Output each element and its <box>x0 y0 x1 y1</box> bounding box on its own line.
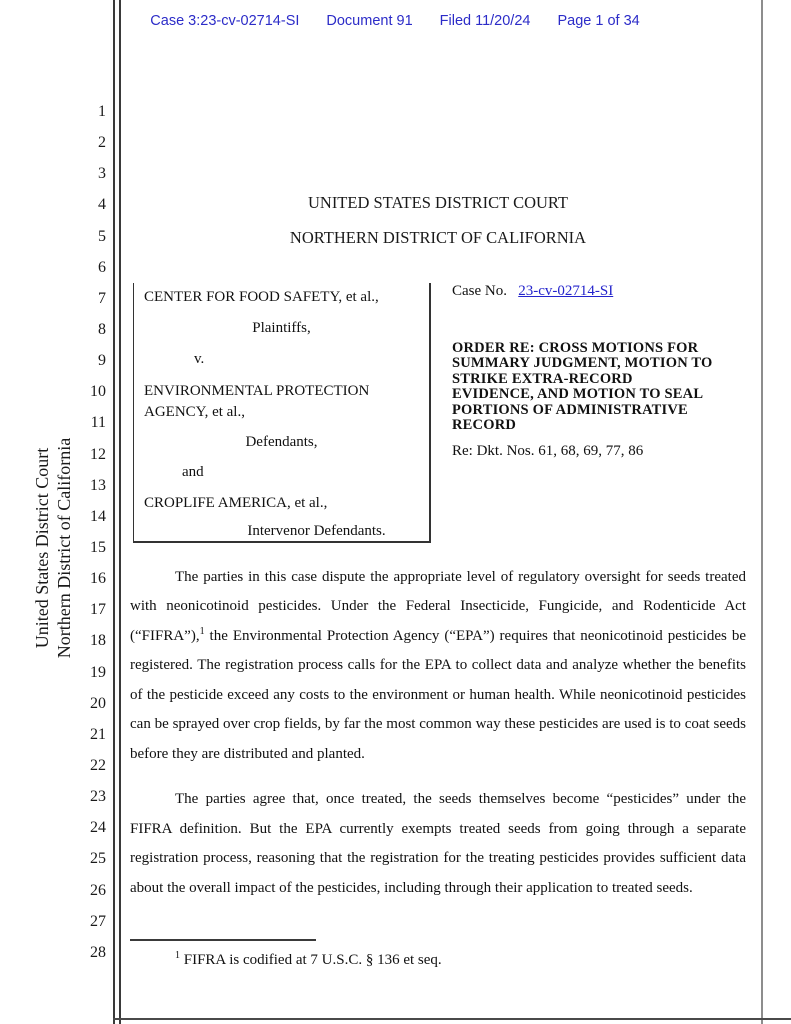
line-number: 25 <box>90 850 106 868</box>
footnote-reference: 1 <box>199 625 205 637</box>
body-p1-text: The parties in this case dispute the appropriate level of regulatory oversight for seeds treated with neonicotinoid pesticides. Under the Federal Insecticide, Fungicide, and Rodenticide Act (“FIFRA”), <box>130 569 746 644</box>
line-number: 1 <box>98 103 106 120</box>
line-number: 20 <box>90 694 106 712</box>
body-paragraph-1 <box>130 563 746 769</box>
pleading-double-rule <box>113 0 121 1024</box>
order-title-line: ORDER RE: CROSS MOTIONS FOR <box>452 340 699 356</box>
case-caption-box <box>133 283 431 543</box>
order-title-line: PORTIONS OF ADMINISTRATIVE <box>452 401 688 418</box>
line-number: 2 <box>98 134 106 152</box>
sidebar-court-name <box>31 438 75 658</box>
line-number-column <box>80 103 106 975</box>
intervenor-role: Intervenor Defendants. <box>247 523 386 539</box>
line-number: 8 <box>98 320 106 338</box>
line-number: 7 <box>98 289 106 307</box>
line-number: 21 <box>90 725 106 743</box>
defendant-name: ENVIRONMENTAL PROTECTION AGENCY, et al., <box>144 383 370 420</box>
line-number: 5 <box>98 227 106 245</box>
stamp-document-number: Document 91 <box>326 13 413 29</box>
order-title-line: RECORD <box>452 417 517 434</box>
stamp-filed-date: Filed 11/20/24 <box>439 13 531 29</box>
line-number: 28 <box>90 943 106 961</box>
line-number: 16 <box>90 570 106 588</box>
line-number: 4 <box>98 196 106 214</box>
footnote <box>130 946 746 970</box>
plaintiff-role: Plaintiffs, <box>252 320 311 336</box>
line-number: 22 <box>90 756 106 774</box>
court-title <box>130 193 746 248</box>
line-number: 18 <box>90 632 106 650</box>
court-title-line1: UNITED STATES DISTRICT COURT <box>307 193 568 212</box>
line-number: 3 <box>98 165 106 183</box>
footnote-content: FIFRA is codified at 7 U.S.C. § 136 et seq. <box>183 952 442 968</box>
ecf-stamp-header <box>128 13 662 29</box>
stamp-case-number: Case 3:23-cv-02714-SI <box>150 13 300 29</box>
line-number: 24 <box>90 819 106 837</box>
body-paragraph-2: The parties agree that, once treated, the seeds themselves become “pesticides” under the FIFRA definition. But the EPA currently exempts treated seeds from going through a separate registration process, reasoning that the registration for the treating pesticides provides sufficient data about the overall impact of the pesticides, including through their application to treated seeds. <box>130 791 746 896</box>
line-number: 19 <box>90 663 106 681</box>
defendant-role: Defendants, <box>245 434 318 450</box>
line-number: 6 <box>98 258 106 276</box>
line-number: 15 <box>90 538 106 556</box>
conjunction-label: and <box>182 464 204 480</box>
line-number: 10 <box>90 383 106 401</box>
line-number: 27 <box>90 912 106 930</box>
case-number-label: Case No. <box>452 283 507 299</box>
line-number: 26 <box>90 881 106 899</box>
re-docket-line: Re: Dkt. Nos. 61, 68, 69, 77, 86 <box>452 443 644 460</box>
page-edge-right <box>761 0 763 1024</box>
line-number: 11 <box>90 414 106 432</box>
line-number: 9 <box>98 352 106 370</box>
plaintiff-name: CENTER FOR FOOD SAFETY, et al., <box>144 289 379 305</box>
order-title-line: SUMMARY JUDGMENT, MOTION TO <box>452 355 713 372</box>
footnote-number: 1 <box>175 950 180 961</box>
line-number: 23 <box>90 788 106 806</box>
sidebar-court-name-line1: United States District Court <box>32 447 52 649</box>
court-title-line2: NORTHERN DISTRICT OF CALIFORNIA <box>289 228 587 247</box>
case-number-line <box>452 283 756 302</box>
intervenor-name: CROPLIFE AMERICA, et al., <box>144 495 328 511</box>
body-p1-text-continued: the Environmental Protection Agency (“EPA”) requires that neonicotinoid pesticides be registered. The registration process calls for the EPA to collect data and analyze whether the benefits of the pesticide exceed any costs to the environment or human health. While neonicotinoid pesticides can be sprayed over crop fields, by far the most common way these pesticides are used is to coat seeds before they are distributed and planted. <box>130 627 746 762</box>
order-title-line: STRIKE EXTRA-RECORD <box>452 370 633 387</box>
line-number: 14 <box>90 507 106 525</box>
sidebar-court-name-line2: Northern District of California <box>54 437 74 659</box>
versus-label: v. <box>194 351 205 367</box>
stamp-page-count: Page 1 of 34 <box>557 13 640 29</box>
page-edge-bottom <box>113 1018 791 1020</box>
case-info-column <box>452 283 756 460</box>
order-title-line: EVIDENCE, AND MOTION TO SEAL <box>452 386 704 403</box>
footnote-separator <box>130 939 316 941</box>
order-body-text <box>130 563 746 903</box>
order-title <box>452 341 756 433</box>
line-number: 17 <box>90 601 106 619</box>
case-number-link[interactable]: 23-cv-02714-SI <box>518 283 614 299</box>
line-number: 12 <box>90 445 106 463</box>
line-number: 13 <box>90 476 106 494</box>
